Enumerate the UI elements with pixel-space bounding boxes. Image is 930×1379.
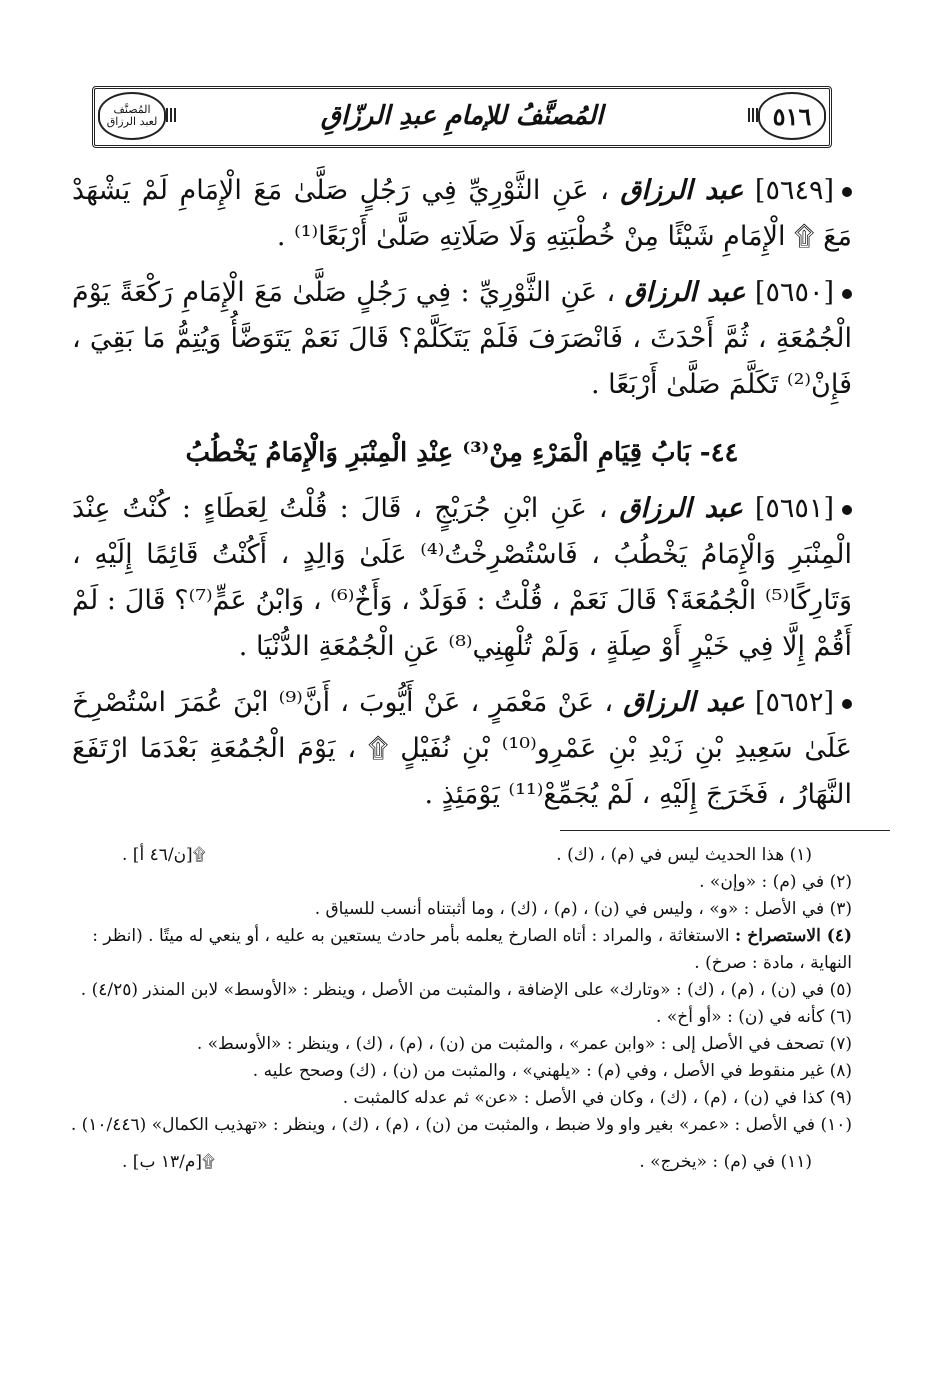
main-text [72,168,852,828]
hadith-paragraph [72,270,852,408]
manuscript-marker: ۩[م/١٣ ب] . [122,1152,215,1172]
bullet-icon [842,505,852,515]
hadith-paragraph [72,168,852,260]
footnote: (٩) كذا في (ن) ، (م) ، (ك) ، وكان في الأصل : «عن» ثم عدله كالمثبت . [342,1088,852,1108]
hadith-number: [٥٦٥٢] [754,687,834,718]
source-name: عبد الرزاق [624,277,746,308]
footnote-label: (٤) الاستصراخ : [735,926,852,946]
footnotes [62,842,852,1176]
footnote: (٣) في الأصل : «و» ، وليس في (ن) ، (م) ، (ك) ، وما أثبتناه أنسب للسياق . [314,899,852,919]
footnote [62,923,852,977]
chapter-heading: ٤٤- بَابُ قِيَامِ الْمَرْءِ مِنْ⁽³⁾ عِنْدِ الْمِنْبَرِ وَالْإِمَامُ يَخْطُبُ [185,438,739,468]
book-logo [98,92,166,140]
footnote: (١١) في (م) : «يخرج» . [639,1152,812,1172]
running-header [92,86,832,148]
footnote-row [62,1149,852,1176]
footnote-row [62,842,852,869]
footnote: (٦) كأنه في (ن) : «أو أخ» . [656,1007,852,1027]
bullet-icon [842,699,852,709]
page-number: ٥١٦ [772,101,812,131]
footnote: (٥) في (ن) ، (م) ، (ك) : «وتارك» على الإضافة ، والمثبت من الأصل ، وينظر : «الأوسط» لابن المنذر (٤/٢٥) . [80,980,852,1000]
manuscript-marker: ۩[ن/٤٦ أ] . [122,845,206,865]
hadith-paragraph [72,486,852,670]
book-title: المُصنَّفُ للإمامِ عبدِ الرزّاقِ [320,101,604,131]
footnote: (١٠) في الأصل : «عمر» بغير واو ولا ضبط ، والمثبت من (ن) ، (م) ، (ك) ، وينظر : «تهذيب الكمال» (١٠/٤٤٦) . [70,1115,852,1135]
hadith-number: [٥٦٥١] [754,493,834,524]
logo-text: لعبد الرزاق [106,115,158,128]
hadith-text: ، عَنِ ابْنِ جُرَيْجٍ ، قَالَ : قُلْتُ لِعَطَاءٍ : كُنْتُ عِنْدَ الْمِنْبَرِ وَالْإِمَامُ يَخْطُبُ ، فَاسْتُصْرِخْتُ⁽⁴⁾ عَلَىٰ وَالِدٍ ، أَكُنْتُ قَائِمًا إِلَيْهِ ، وَتَارِكًا⁽⁵⁾ الْجُمُعَةَ؟ قَالَ نَعَمْ ، قُلْتُ : فَوَلَدٌ ، وَأَخٌ⁽⁶⁾ ، وَابْنُ عَمٍّ⁽⁷⁾؟ قَالَ : لَمْ أَقُمْ إِلَّا فِي خَيْرٍ أَوْ صِلَةٍ ، وَلَمْ تُلْهِنِي⁽⁸⁾ عَنِ الْجُمُعَةِ الدُّنْيَا . [72,493,852,662]
source-name: عبد الرزاق [623,687,745,718]
bullet-icon [842,289,852,299]
footnote-separator [560,830,890,831]
footnote: (٧) تصحف في الأصل إلى : «وابن عمر» ، والمثبت من (ن) ، (م) ، (ك) ، وينظر : «الأوسط» . [196,1034,852,1054]
hadith-number: [٥٦٥٠] [754,277,834,308]
footnote: (٢) في (م) : «وإن» . [699,872,852,892]
source-name: عبد الرزاق [619,493,743,524]
footnote-text: الاستغاثة ، والمراد : أتاه الصارخ يعلمه بأمر حادث يستعين به عليه ، أو ينعي له ميتًا . (انظر : النهاية ، مادة : صرخ) . [92,926,852,973]
page-number-ornament [758,92,826,140]
hadith-text: ، عَنِ الثَّوْرِيِّ : فِي رَجُلٍ صَلَّىٰ مَعَ الْإِمَامِ رَكْعَةً يَوْمَ الْجُمُعَةِ ، ثُمَّ أَحْدَثَ ، فَانْصَرَفَ فَلَمْ يَتَكَلَّمْ؟ قَالَ نَعَمْ يَتَوَضَّأُ وَيُتِمُّ مَا بَقِيَ ، فَإِنْ⁽²⁾ تَكَلَّمَ صَلَّىٰ أَرْبَعًا . [72,277,852,400]
hadith-paragraph [72,680,852,818]
bullet-icon [842,187,852,197]
hadith-text: ، عَنِ الثَّوْرِيِّ فِي رَجُلٍ صَلَّىٰ مَعَ الْإِمَامِ لَمْ يَشْهَدْ مَعَ ۩ الْإِمَامِ شَيْئًا مِنْ خُطْبَتِهِ وَلَا صَلَاتِهِ صَلَّىٰ أَرْبَعًا⁽¹⁾ . [72,175,852,252]
hadith-text: ، عَنْ مَعْمَرٍ ، عَنْ أَيُّوبَ ، أَنَّ⁽⁹⁾ ابْنَ عُمَرَ اسْتُصْرِخَ عَلَىٰ سَعِيدِ بْنِ زَيْدِ بْنِ عَمْرِو⁽¹⁰⁾ بْنِ نُفَيْلٍ ۩ ، يَوْمَ الْجُمُعَةِ بَعْدَمَا ارْتَفَعَ النَّهَارُ ، فَخَرَجَ إِلَيْهِ ، لَمْ يُجَمِّعْ⁽¹¹⁾ يَوْمَئِذٍ . [72,687,852,810]
logo-text: المُصنَّف [113,103,151,116]
hadith-number: [٥٦٤٩] [754,175,834,206]
footnote: (٨) غير منقوط في الأصل ، وفي (م) : «يلهني» ، والمثبت من (ن) ، (ك) وصحح عليه . [252,1061,852,1081]
source-name: عبد الرزاق [620,175,744,206]
footnote: (١) هذا الحديث ليس في (م) ، (ك) . [556,845,812,865]
decorative-band [166,108,176,122]
